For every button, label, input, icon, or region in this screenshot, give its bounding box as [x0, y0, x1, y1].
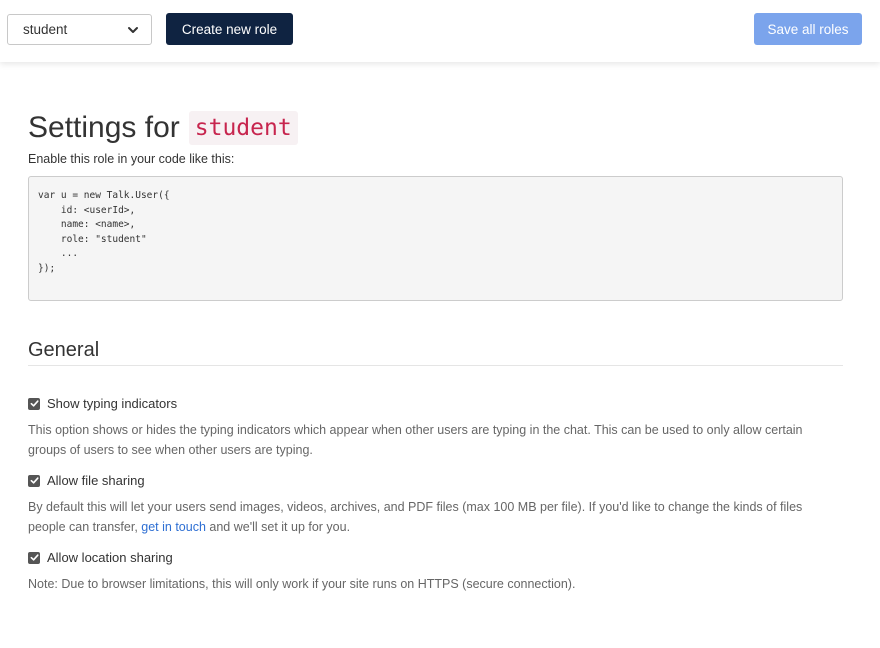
top-toolbar	[0, 0, 880, 62]
file-sharing-description-end: and we'll set it up for you.	[205, 520, 351, 534]
role-select[interactable]	[7, 14, 152, 45]
location-sharing-checkbox[interactable]	[28, 552, 40, 564]
file-sharing-description-text: By default this will let your users send images, videos, archives, and PDF files (max 100 MB per file). If you'd like to change the kinds of files people can transfer,	[28, 500, 803, 534]
option-file-sharing	[28, 473, 843, 488]
checkmark-icon	[30, 553, 39, 562]
file-sharing-description	[28, 497, 843, 537]
checkmark-icon	[30, 399, 39, 408]
section-title-general: General	[28, 339, 843, 366]
create-role-button[interactable]: Create new role	[166, 13, 293, 45]
location-sharing-label[interactable]: Allow location sharing	[47, 550, 173, 565]
page-title	[28, 108, 843, 148]
settings-panel	[28, 62, 843, 594]
page-title-prefix: Settings for	[28, 111, 180, 144]
file-sharing-label[interactable]: Allow file sharing	[47, 473, 145, 488]
save-all-roles-button[interactable]: Save all roles	[754, 13, 862, 45]
role-select-value: student	[23, 22, 68, 37]
typing-indicators-label[interactable]: Show typing indicators	[47, 396, 178, 411]
code-instructions: Enable this role in your code like this:	[28, 152, 235, 166]
option-location-sharing	[28, 550, 843, 565]
location-sharing-description: Note: Due to browser limitations, this will only work if your site runs on HTTPS (secure connection).	[28, 577, 576, 591]
role-name-code: student	[189, 111, 298, 145]
chevron-down-icon	[127, 24, 139, 36]
file-sharing-checkbox[interactable]	[28, 475, 40, 487]
typing-indicators-checkbox[interactable]	[28, 398, 40, 410]
get-in-touch-link[interactable]: get in touch	[141, 520, 206, 534]
checkmark-icon	[30, 476, 39, 485]
code-snippet: var u = new Talk.User({ id: <userId>, name: <name>, role: "student" ... });	[28, 176, 843, 301]
option-typing-indicators	[28, 396, 843, 411]
typing-indicators-description: This option shows or hides the typing indicators which appear when other users are typing in the chat. This can be used to only allow certain groups of users to see when other users are typing.	[28, 423, 803, 457]
